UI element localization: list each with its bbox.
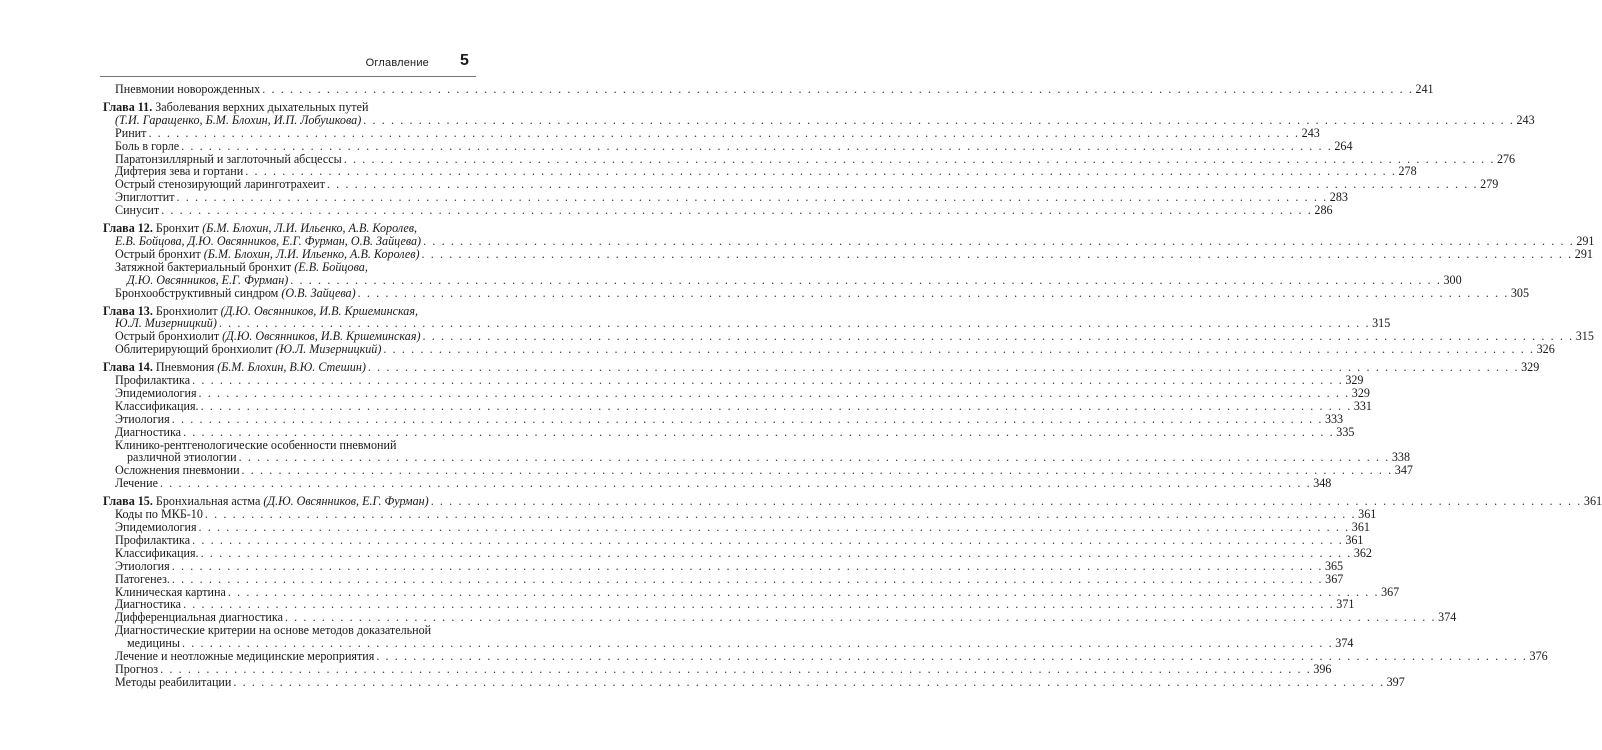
toc-entry[interactable]: Прогноз . . . 396 bbox=[103, 663, 471, 676]
leader-dots bbox=[192, 374, 1343, 387]
toc-entry[interactable]: Профилактика . . . 329 bbox=[103, 374, 471, 387]
leader-dots bbox=[160, 477, 1311, 490]
toc-entry-continuation[interactable]: медицины . . . 374 bbox=[103, 637, 471, 650]
toc-entry[interactable]: Диагностика . . . 335 bbox=[103, 426, 471, 439]
toc-entry[interactable]: Дифтерия зева и гортани . . . 278 bbox=[103, 165, 471, 178]
leader-dots bbox=[148, 127, 1299, 140]
chapter-authors-line[interactable]: (Т.И. Гаращенко, Б.М. Блохин, И.П. Лобушкова) . . . 243 bbox=[103, 114, 471, 127]
leader-dots bbox=[160, 663, 1311, 676]
toc-entry[interactable]: Облитерирующий бронхиолит (Ю.Л. Мизерницкий) . . . 326 bbox=[103, 343, 471, 356]
leader-dots bbox=[172, 413, 1323, 426]
toc-entry[interactable]: Синусит . . . 286 bbox=[103, 204, 471, 217]
leader-dots bbox=[192, 534, 1343, 547]
leader-dots bbox=[285, 611, 1436, 624]
toc-entry[interactable]: Острый бронхит (Б.М. Блохин, Л.И. Ильенко, А.В. Королев) . . . 291 bbox=[103, 248, 471, 261]
leader-dots bbox=[199, 387, 1350, 400]
toc-entry[interactable]: Боль в горле . . . 264 bbox=[103, 140, 471, 153]
table-of-contents bbox=[103, 82, 1602, 689]
toc-entry[interactable]: Эпидемиология . . . 329 bbox=[103, 387, 471, 400]
leader-dots bbox=[262, 83, 1413, 96]
leader-dots bbox=[199, 521, 1350, 534]
toc-entry[interactable]: Этиология . . . 333 bbox=[103, 413, 471, 426]
toc-entry[interactable]: Эпидемиология . . . 361 bbox=[103, 521, 471, 534]
toc-entry[interactable]: Коды по МКБ-10 . . . 361 bbox=[103, 508, 471, 521]
toc-entry-continuation[interactable]: Д.Ю. Овсянников, Е.Г. Фурман) . . . 300 bbox=[103, 274, 471, 287]
chapter-authors-line[interactable]: Ю.Л. Мизерницкий) . . . 315 bbox=[103, 317, 471, 330]
leader-dots bbox=[181, 140, 1332, 153]
toc-entry[interactable]: Пневмонии новорожденных . . . 241 bbox=[103, 83, 471, 96]
running-head bbox=[0, 52, 600, 76]
toc-entry[interactable]: Этиология . . . 365 bbox=[103, 560, 471, 573]
toc-entry[interactable]: Лечение и неотложные медицинские мероприятия . . . 376 bbox=[103, 650, 471, 663]
toc-entry[interactable]: Острый бронхиолит (Д.Ю. Овсянников, И.В. Кршеминская) . . . 315 bbox=[103, 330, 471, 343]
chapter-heading[interactable]: Глава 15. Бронхиальная астма (Д.Ю. Овсянников, Е.Г. Фурман) . . . 361 bbox=[103, 495, 471, 508]
leader-dots bbox=[358, 287, 1509, 300]
toc-entry[interactable]: Паратонзиллярный и заглоточный абсцессы . . . 276 bbox=[103, 153, 471, 166]
chapter-heading[interactable]: Глава 14. Пневмония (Б.М. Блохин, В.Ю. Стешин) . . . 329 bbox=[103, 361, 471, 374]
leader-dots bbox=[383, 343, 1534, 356]
leader-dots bbox=[422, 248, 1573, 261]
toc-entry[interactable]: Осложнения пневмонии . . . 347 bbox=[103, 464, 471, 477]
chapter-heading[interactable]: Глава 12. Бронхит (Б.М. Блохин, Л.И. Ильенко, А.В. Королев, bbox=[103, 221, 418, 236]
toc-entry[interactable]: Бронхообструктивный синдром (О.В. Зайцева) . . . 305 bbox=[103, 287, 471, 300]
toc-entry[interactable]: Диагностика . . . 371 bbox=[103, 598, 471, 611]
leader-dots bbox=[172, 560, 1323, 573]
leader-dots bbox=[363, 114, 1514, 127]
toc-entry[interactable]: Эпиглоттит . . . 283 bbox=[103, 191, 471, 204]
chapter-heading[interactable]: Глава 13. Бронхиолит (Д.Ю. Овсянников, И.В. Кршеминская, bbox=[103, 303, 418, 318]
toc-entry[interactable]: Классификация. . . . 362 bbox=[103, 547, 471, 560]
leader-dots bbox=[201, 400, 1352, 413]
chapter-heading[interactable]: Глава 11. Заболевания верхних дыхательных путей bbox=[103, 99, 369, 114]
leader-dots bbox=[290, 274, 1441, 287]
toc-entry[interactable]: Методы реабилитации . . . 397 bbox=[103, 676, 471, 689]
toc-entry[interactable]: Клиническая картина . . . 367 bbox=[103, 586, 471, 599]
toc-entry[interactable]: Лечение . . . 348 bbox=[103, 477, 471, 490]
leader-dots bbox=[172, 573, 1323, 586]
leader-dots bbox=[201, 547, 1352, 560]
toc-entry[interactable]: Острый стенозирующий ларинготрахеит . . . 279 bbox=[103, 178, 471, 191]
header-page-number: 5 bbox=[460, 52, 469, 69]
header-section-title: Оглавление bbox=[365, 57, 429, 69]
toc-entry[interactable]: Патогенез. . . . 367 bbox=[103, 573, 471, 586]
leader-dots bbox=[233, 676, 1384, 689]
chapter-authors-line[interactable]: Е.В. Бойцова, Д.Ю. Овсянников, Е.Г. Фурман, О.В. Зайцева) . . . 291 bbox=[103, 235, 471, 248]
toc-entry[interactable]: Профилактика . . . 361 bbox=[103, 534, 471, 547]
toc-entry-continuation[interactable]: различной этиологии . . . 338 bbox=[103, 451, 471, 464]
toc-entry[interactable]: Затяжной бактериальный бронхит (Е.В. Бойцова, bbox=[115, 259, 368, 274]
toc-entry[interactable]: Классификация. . . . 331 bbox=[103, 400, 471, 413]
toc-entry[interactable]: Диагностические критерии на основе методов доказательной bbox=[115, 623, 432, 638]
leader-dots bbox=[161, 204, 1312, 217]
leader-dots bbox=[423, 235, 1574, 248]
header-rule bbox=[100, 76, 476, 77]
toc-entry[interactable]: Ринит . . . 243 bbox=[103, 127, 471, 140]
toc-entry[interactable]: Дифференциальная диагностика . . . 374 bbox=[103, 611, 471, 624]
toc-entry[interactable]: Клинико-рентгенологические особенности пневмоний bbox=[115, 437, 397, 452]
